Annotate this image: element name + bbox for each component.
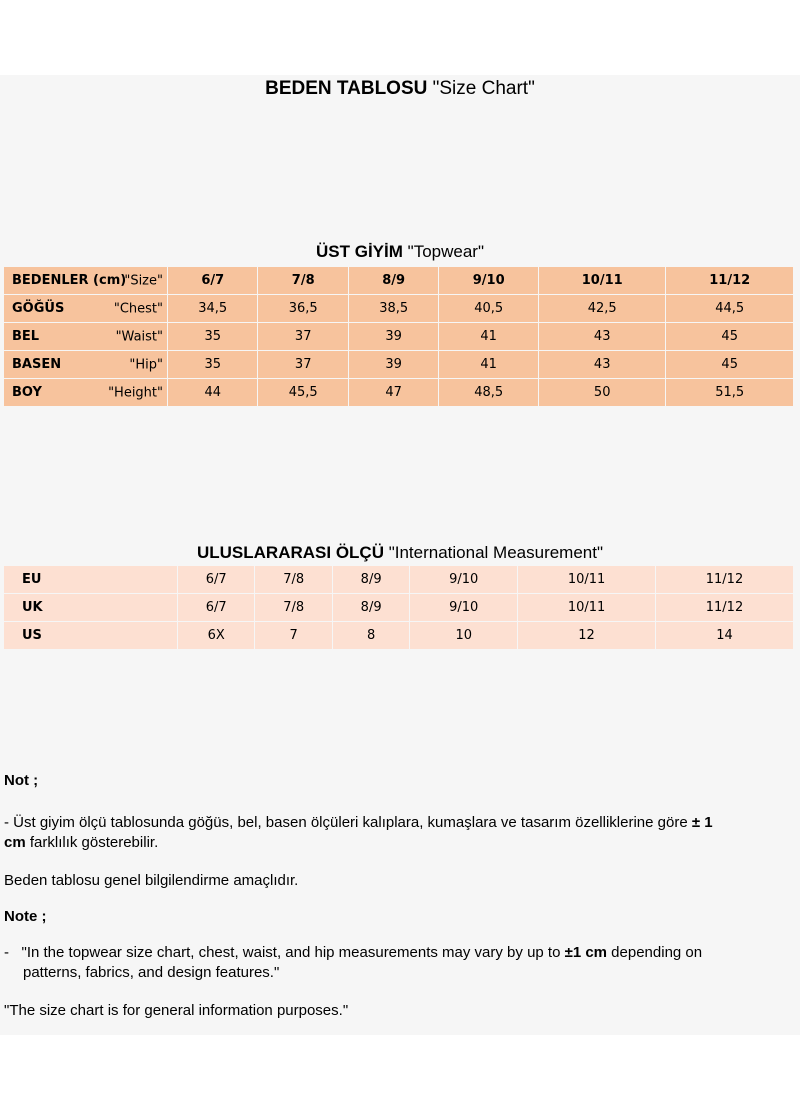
- international-cell: 14: [656, 622, 793, 649]
- topwear-cell: 8/9: [349, 267, 438, 294]
- not-heading: Not ;: [4, 772, 39, 789]
- international-cell: 6/7: [178, 594, 254, 621]
- international-cell: 6X: [178, 622, 254, 649]
- topwear-cell: 42,5: [539, 295, 666, 322]
- international-row: [4, 594, 796, 621]
- topwear-cell: 41: [439, 323, 538, 350]
- topwear-row: [4, 323, 796, 350]
- topwear-cell: 40,5: [439, 295, 538, 322]
- topwear-cell: 35: [168, 351, 257, 378]
- international-cell: 6/7: [178, 566, 254, 593]
- international-cell: 7: [255, 622, 331, 649]
- international-cell: 10/11: [518, 594, 655, 621]
- international-table: [3, 565, 797, 650]
- topwear-cell: 39: [349, 323, 438, 350]
- topwear-cell: 38,5: [349, 295, 438, 322]
- topwear-cell: 51,5: [666, 379, 793, 406]
- international-cell: 11/12: [656, 566, 793, 593]
- topwear-table: [3, 266, 797, 407]
- topwear-cell: 6/7: [168, 267, 257, 294]
- international-row: [4, 566, 796, 593]
- topwear-cell: 34,5: [168, 295, 257, 322]
- topwear-row: [4, 295, 796, 322]
- topwear-cell: 43: [539, 323, 666, 350]
- topwear-cell: 39: [349, 351, 438, 378]
- international-row-label: UK: [4, 594, 177, 621]
- note-heading: Note ;: [4, 908, 47, 925]
- tr-general-note: Beden tablosu genel bilgilendirme amaçlıdır.: [4, 872, 299, 889]
- tr-note: - Üst giyim ölçü tablosunda göğüs, bel, basen ölçüleri kalıplara, kumaşlara ve tasarım özelliklerine göre ± 1 cm farklılık gösterebilir.: [4, 814, 713, 851]
- topwear-cell: 50: [539, 379, 666, 406]
- international-row-label: US: [4, 622, 177, 649]
- topwear-title: ÜST GİYİM "Topwear": [316, 242, 484, 261]
- topwear-cell: 45,5: [258, 379, 347, 406]
- international-cell: 11/12: [656, 594, 793, 621]
- en-note: - "In the topwear size chart, chest, waist, and hip measurements may vary by up to ±1 cm depending on patterns, fabrics, and design features.": [4, 944, 703, 981]
- topwear-cell: 7/8: [258, 267, 347, 294]
- topwear-cell: 47: [349, 379, 438, 406]
- international-row-label: EU: [4, 566, 177, 593]
- topwear-cell: 45: [666, 323, 793, 350]
- topwear-cell: 45: [666, 351, 793, 378]
- international-cell: 9/10: [410, 594, 517, 621]
- international-cell: 8/9: [333, 566, 409, 593]
- topwear-row-label: BEDENLER (cm) "Size": [4, 267, 167, 294]
- topwear-cell: 37: [258, 323, 347, 350]
- international-cell: 8: [333, 622, 409, 649]
- topwear-row-label: GÖĞÜS "Chest": [4, 295, 167, 322]
- page-title: BEDEN TABLOSU "Size Chart": [265, 78, 535, 99]
- international-cell: 12: [518, 622, 655, 649]
- international-title: ULUSLARARASI ÖLÇÜ "International Measurement": [196, 543, 604, 562]
- topwear-row-label: BEL "Waist": [4, 323, 167, 350]
- topwear-row: [4, 267, 796, 294]
- topwear-cell: 43: [539, 351, 666, 378]
- topwear-cell: 41: [439, 351, 538, 378]
- international-cell: 7/8: [255, 594, 331, 621]
- topwear-cell: 44: [168, 379, 257, 406]
- topwear-cell: 44,5: [666, 295, 793, 322]
- international-row: [4, 622, 796, 649]
- topwear-cell: 36,5: [258, 295, 347, 322]
- topwear-row-label: BASEN "Hip": [4, 351, 167, 378]
- topwear-row: [4, 379, 796, 406]
- topwear-cell: 10/11: [539, 267, 666, 294]
- international-cell: 10: [410, 622, 517, 649]
- topwear-cell: 11/12: [666, 267, 793, 294]
- international-cell: 8/9: [333, 594, 409, 621]
- international-cell: 10/11: [518, 566, 655, 593]
- international-cell: 7/8: [255, 566, 331, 593]
- topwear-cell: 48,5: [439, 379, 538, 406]
- topwear-cell: 37: [258, 351, 347, 378]
- topwear-cell: 9/10: [439, 267, 538, 294]
- topwear-cell: 35: [168, 323, 257, 350]
- topwear-row: [4, 351, 796, 378]
- en-general-note: "The size chart is for general information purposes.": [4, 1002, 349, 1019]
- international-cell: 9/10: [410, 566, 517, 593]
- topwear-row-label: BOY "Height": [4, 379, 167, 406]
